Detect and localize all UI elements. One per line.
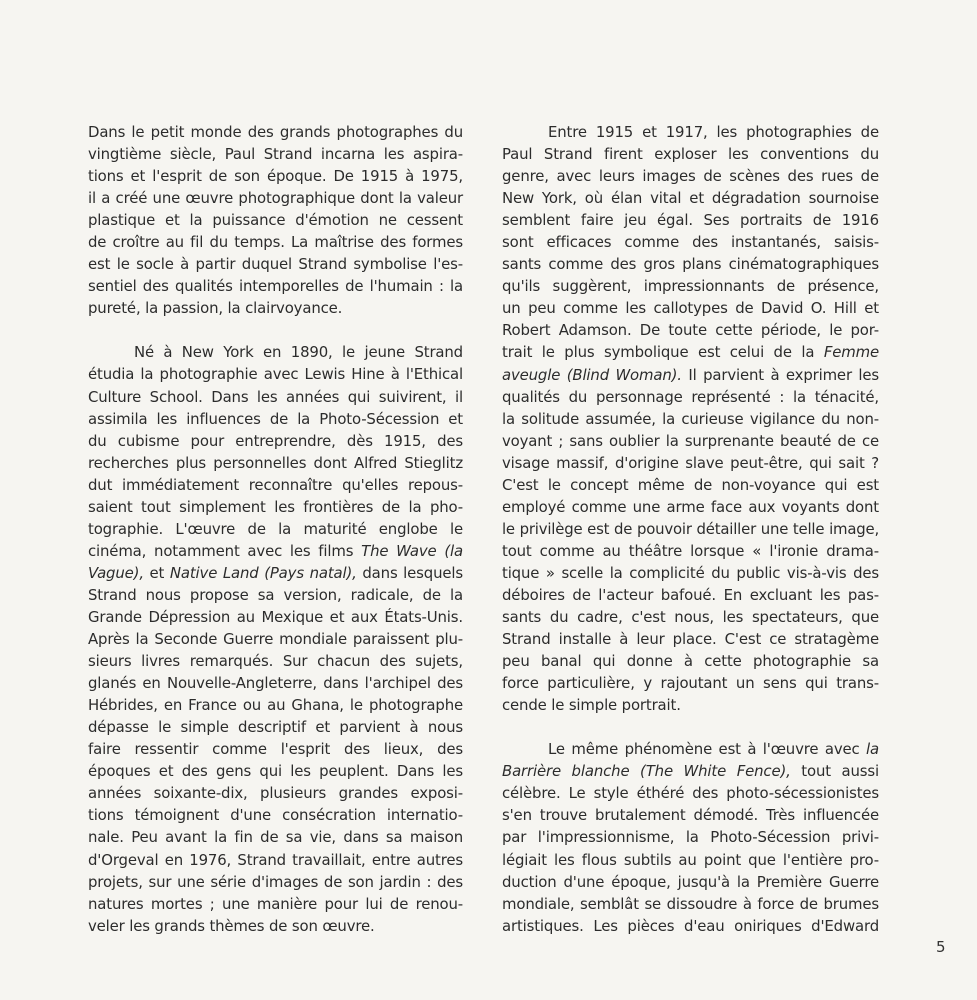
text-line: années soixante-dix, plusieurs grandes exposi- (88, 784, 463, 803)
text-line: est le socle à partir duquel Strand symbolise l'es- (88, 255, 463, 274)
text-line: Entre 1915 et 1917, les photographies de (548, 123, 879, 141)
text-line: sants comme des gros plans cinématographiques (502, 255, 879, 274)
text-line: recherches plus personnelles dont Alfred Stieglitz (88, 453, 463, 472)
text-line: force particulière, y rajoutant un sens qui trans- (502, 674, 879, 693)
text-line: Paul Strand firent exploser les conventions du (502, 145, 879, 164)
text-line: tique » scelle la complicité du public vis-à-vis des (502, 563, 879, 582)
text-line: du cubisme pour entreprendre, dès 1915, des (88, 431, 463, 450)
text-line: sants du cadre, c'est nous, les spectateurs, que (502, 608, 879, 627)
paragraph-white-fence (502, 738, 879, 936)
text-line: faire ressentir comme l'esprit des lieux, des (88, 740, 463, 759)
text-run: tout aussi (790, 762, 879, 781)
photo-title: Barrière blanche (The White Fence), (502, 762, 791, 781)
text-line: natures mortes ; une manière pour lui de renou- (88, 894, 463, 913)
text-line: saient tout simplement les frontières de la pho- (88, 497, 463, 516)
text-line: tions témoignent d'une consécration internatio- (88, 806, 463, 825)
text-line: plastique et la puissance d'émotion ne cessent (88, 211, 463, 230)
text-line (502, 364, 879, 386)
text-line: dépasse le simple descriptif et parvient à nous (88, 718, 463, 737)
text-run: Le même phénomène est à l'œuvre avec (548, 740, 867, 759)
paragraph-blind-woman (502, 121, 879, 716)
text-line: artistiques. Les pièces d'eau oniriques d'Edward (502, 916, 879, 935)
text-line: sentiel des qualités intemporelles de l'humain : la (88, 277, 463, 296)
photo-title: Femme (823, 343, 879, 362)
text-line: Strand nous propose sa version, radicale, de la (88, 585, 463, 604)
text-line: qu'ils suggèrent, impressionnants de présence, (502, 277, 879, 296)
text-line (502, 738, 879, 760)
text-line: duction d'une époque, jusqu'à la Première Guerre (502, 872, 879, 891)
film-title: Vague), (88, 563, 144, 582)
paragraph-intro (88, 121, 463, 319)
text-line: dut immédiatement reconnaître qu'elles repous- (88, 475, 463, 494)
text-line: par l'impressionnisme, la Photo-Sécession privi- (502, 828, 879, 847)
right-column (502, 121, 879, 937)
text-line: voyant ; sans oublier la surprenante beauté de ce (502, 431, 879, 450)
text-line: époques et des gens qui les peuplent. Dans les (88, 762, 463, 781)
text-line: mondiale, semblât se dissoudre à force de brumes (502, 894, 879, 913)
text-line: célèbre. Le style éthéré des photo-sécessionistes (502, 784, 879, 803)
text-line (502, 760, 879, 782)
text-line: C'est le concept même de non-voyance qui est (502, 475, 879, 494)
text-line: d'Orgeval en 1976, Strand travaillait, entre autres (88, 850, 463, 869)
text-line: New York, où élan vital et dégradation sournoise (502, 189, 879, 208)
text-run: et (143, 563, 170, 582)
text-line: assimila les influences de la Photo-Sécession et (88, 409, 463, 428)
text-line: de croître au fil du temps. La maîtrise des formes (88, 233, 463, 252)
text-line: Né à New York en 1890, le jeune Strand (134, 343, 463, 362)
text-run: Il parvient à exprimer les (681, 365, 880, 384)
text-line: la solitude assumée, la curieuse vigilance du non- (502, 409, 879, 428)
text-run: dans lesquels (356, 563, 463, 582)
text-line: genre, avec leurs images de scènes des rues de (502, 167, 879, 186)
page-number: 5 (936, 938, 946, 956)
text-line: Hébrides, en France ou au Ghana, le photographe (88, 696, 463, 715)
text-line: pureté, la passion, la clairvoyance. (88, 299, 343, 318)
photo-title: la (866, 740, 879, 759)
text-line: déboires de l'acteur bafoué. En excluant les pas- (502, 585, 879, 604)
text-line: employé comme une arme face aux voyants dont (502, 497, 879, 516)
left-column (88, 121, 463, 937)
text-line: tographie. L'œuvre de la maturité englobe le (88, 519, 463, 538)
text-run: trait le plus symbolique est celui de la (502, 343, 824, 362)
film-title: Native Land (Pays natal), (169, 563, 357, 582)
text-line (88, 540, 463, 562)
text-line: tions et l'esprit de son époque. De 1915 à 1975, (88, 167, 463, 186)
text-line (502, 341, 879, 363)
text-line: sieurs livres remarqués. Sur chacun des sujets, (88, 652, 463, 671)
text-line: qualités du personnage représenté : la ténacité, (502, 387, 879, 406)
text-line (88, 562, 463, 584)
text-line: tout comme au théâtre lorsque « l'ironie drama- (502, 541, 879, 560)
text-line: Dans le petit monde des grands photographes du (88, 123, 463, 141)
text-line: visage massif, d'origine slave peut-être, qui sait ? (502, 453, 879, 472)
text-line: sont efficaces comme des instantanés, saisis- (502, 233, 879, 252)
text-line: il a créé une œuvre photographique dont la valeur (88, 189, 463, 208)
text-line: vingtième siècle, Paul Strand incarna les aspira- (88, 145, 463, 164)
text-line: Robert Adamson. De toute cette période, le por- (502, 321, 879, 340)
text-line: glanés en Nouvelle-Angleterre, dans l'archipel des (88, 674, 463, 693)
photo-title: aveugle (Blind Woman). (502, 365, 682, 384)
text-line: projets, sur une série d'images de son jardin : des (88, 872, 463, 891)
text-line: Grande Dépression au Mexique et aux États-Unis. (88, 607, 463, 626)
text-line: étudia la photographie avec Lewis Hine à l'Ethical (88, 365, 463, 384)
text-line: nale. Peu avant la fin de sa vie, dans sa maison (88, 828, 463, 847)
text-line: peu banal qui donne à cette photographie sa (502, 652, 879, 671)
text-line: veler les grands thèmes de son œuvre. (88, 916, 375, 935)
text-line: Culture School. Dans les années qui suivirent, il (88, 387, 463, 406)
text-line: Après la Seconde Guerre mondiale paraissent plu- (88, 630, 463, 649)
text-line: un peu comme les callotypes de David O. Hill et (502, 299, 879, 318)
paragraph-biography (88, 341, 463, 936)
text-line: le privilège est de pouvoir détailler une telle image, (502, 519, 879, 538)
text-run: cinéma, notamment avec les films (88, 541, 362, 560)
text-line: semblent faire jeu égal. Ses portraits de 1916 (502, 211, 879, 230)
text-line: Strand installe à leur place. C'est ce stratagème (502, 630, 879, 649)
text-line: légiait les flous subtils au point que l'entière pro- (502, 850, 879, 869)
text-line: cende le simple portrait. (502, 696, 681, 715)
text-line: s'en trouve brutalement démodé. Très influencée (502, 806, 879, 825)
film-title: The Wave (la (361, 541, 463, 560)
